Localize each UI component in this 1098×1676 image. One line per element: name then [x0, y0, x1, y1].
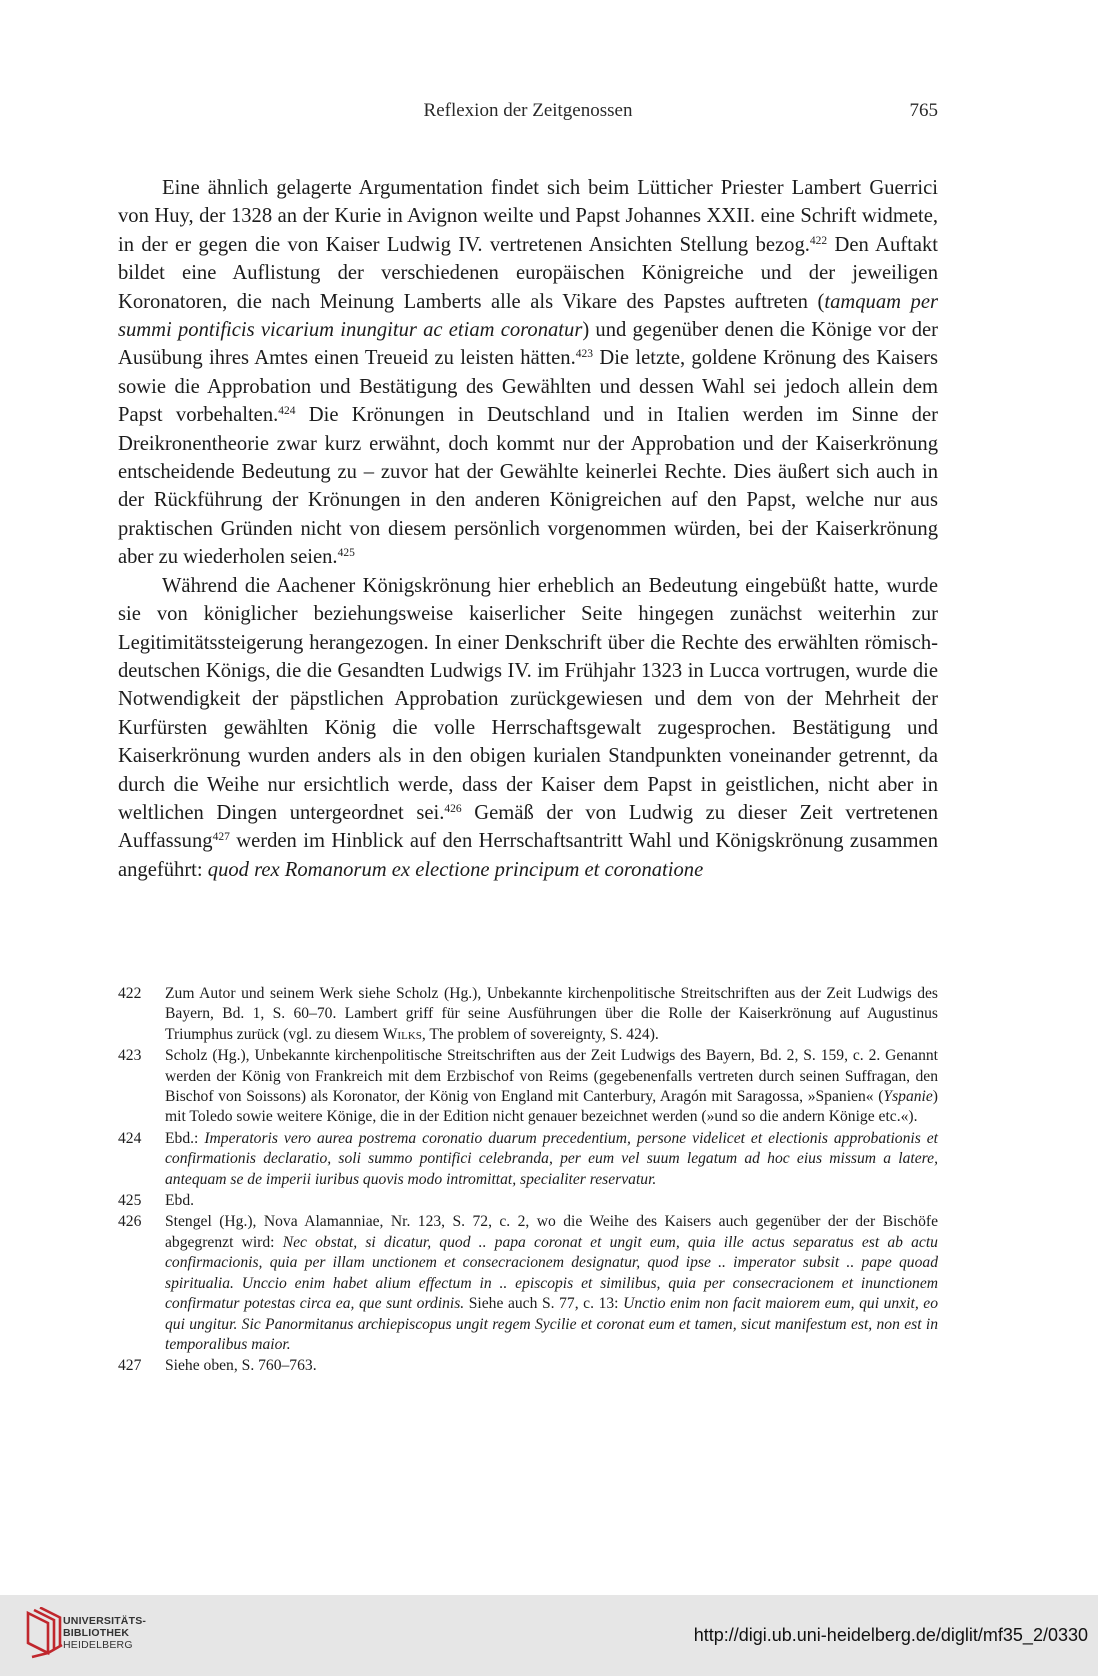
footnote-422 [118, 984, 938, 1045]
text-run: Den Auftakt bildet eine Auflistung der verschiedenen europäischen Königreiche und der jeweiligen Koronatoren, die nach Meinung Lamberts alle als Vikare des Papstes auftreten ( [118, 233, 938, 313]
footnote-ref-424[interactable]: 424 [278, 405, 296, 418]
footnote-text: Siehe oben, S. 760–763. [165, 1357, 317, 1375]
text-run: Die letzte, goldene Krönung des Kaisers sowie die Approbation und Bestätigung des Gewählten und dessen Wahl sei jedoch allein dem Papst vorbehalten. [118, 347, 938, 427]
footnote-427 [118, 1356, 938, 1376]
footnote-424 [118, 1129, 938, 1190]
library-name-line: UNIVERSITÄTS- [63, 1615, 147, 1627]
paragraph-2 [118, 572, 938, 884]
source-url-link[interactable]: http://digi.ub.uni-heidelberg.de/diglit/mf35_2/0330 [693, 1625, 1088, 1645]
footnote-text: Scholz (Hg.), Unbekannte kirchenpolitische Streitschriften aus der Zeit Ludwigs des Bayern, Bd. 2, S. 159, c. 2. Genannt werden der König von Frankreich mit dem Erzbischof von Reims (gegebenenfalls vertreten durch seinen Suffragan, den Bischof von Soissons) als Koronator, der König von England mit Canterbury, Aragón mit Saragossa, »Spanien« ( [165, 1047, 938, 1106]
text-run: Während die Aachener Königskrönung hier erheblich an Bedeutung eingebüßt hatte, wurde sie von königlicher beziehungsweise kaiserlicher Seite hingegen zunächst weiterhin zur Legitimitätssteigerung herangezogen. In einer Denkschrift über die Rechte des erwählten römisch-deutschen Königs, die die Gesandten Ludwigs IV. im Frühjahr 1323 in Lucca vortrugen, wurde die Notwendigkeit der päpstlichen Approbation zurückgewiesen und dem von der Mehrheit der Kurfürsten gewählten König die volle Herrschaftsgewalt zugesprochen. Bestätigung und Kaiserkrönung wurden anders als in den obigen kurialen Standpunkten voneinander getrennt, da durch die Weihe nur ersichtlich werde, dass der Kaiser dem Papst in geistlichen, nicht aber in weltlichen Dingen untergeordnet sei. [118, 574, 938, 824]
paragraph-1 [118, 174, 938, 572]
running-head-title: Reflexion der Zeitgenossen [423, 100, 633, 121]
latin-quote: quod rex Romanorum ex electione principum et coronatione [207, 858, 704, 881]
footnote-ref-427[interactable]: 427 [212, 831, 230, 844]
footnote-number: 427 [118, 1357, 142, 1375]
latin-quote: Nec obstat, si dicatur, quod .. papa coronat et ungit eum, quia ille actus separatus est ab actu confirmacionis, quia per illam unctionem et consecracionem designatur, quod ipse .. imperator subsit .. pape quoad spiritualia. Unccio enim habet alium effectum in .. episcopis et similibus, quia per consecracionem et inunctionem confirmatur potestas circa ea, que sunt ordinis. [165, 1233, 938, 1313]
library-name-line: BIBLIOTHEK [63, 1627, 130, 1639]
footnote-number: 423 [118, 1047, 142, 1065]
text-run: Eine ähnlich gelagerte Argumentation findet sich beim Lütticher Priester Lambert Guerrici von Huy, der 1328 an der Kurie in Avignon weilte und Papst Johannes XXII. eine Schrift widmete, in der er gegen die von Kaiser Ludwig IV. vertretenen Ansichten Stellung bezog. [118, 177, 938, 256]
page-number: 765 [909, 100, 938, 121]
footnote-number: 425 [118, 1192, 142, 1210]
footnote-ref-425[interactable]: 425 [337, 547, 355, 560]
footnote-number: 426 [118, 1213, 142, 1231]
footer-bar [0, 1595, 1098, 1676]
footnote-text: ) mit Toledo sowie weitere Könige, die in der Edition nicht genauer bezeichnet werden (»und so die andern Könige etc.«). [165, 1088, 938, 1126]
author-name-smallcaps: Wilks [382, 1025, 422, 1043]
footnotes [118, 984, 938, 1378]
footnote-ref-422[interactable]: 422 [809, 234, 828, 247]
footnote-number: 422 [118, 985, 142, 1002]
latin-quote: tamquam per summi pontificis vicarium inungitur ac etiam coronatur [118, 290, 938, 342]
library-logo-icon [22, 1607, 68, 1663]
footnote-text: Zum Autor und seinem Werk siehe Scholz (Hg.), Unbekannte kirchenpolitische Streitschriften aus der Zeit Ludwigs des Bayern, Bd. 1, S. 60–70. Lambert griff für seine Ausführungen über die Rolle der Kaiserkrönung auf Augustinus Triumphus zurück (vgl. zu diesem [165, 985, 938, 1043]
footnote-number: 424 [118, 1129, 142, 1147]
footnote-text: Ebd. [165, 1192, 195, 1210]
footnote-426 [118, 1212, 938, 1355]
text-run: ) und gegenüber denen die Könige vor der Ausübung ihres Amtes einen Treueid zu leisten hätten. [118, 319, 938, 370]
library-name-line: HEIDELBERG [63, 1639, 133, 1651]
latin-term: Yspanie [883, 1088, 933, 1106]
footnote-ref-423[interactable]: 423 [575, 348, 593, 361]
text-run: werden im Hinblick auf den Herrschaftsantritt Wahl und Königskrönung zusammen angeführt: [118, 830, 938, 881]
footnote-423 [118, 1046, 938, 1128]
library-name [63, 1615, 146, 1651]
text-run: Die Krönungen in Deutschland und in Italien werden im Sinne der Dreikronentheorie zwar kurz erwähnt, doch kommt nur der Approbation und der Kaiserkrönung entscheidende Bedeutung zu – zuvor hat der Gewählte keinerlei Rechte. Dies äußert sich auch in der Rückführung der Krönungen in den anderen Königreichen auf den Papst, welche nur aus praktischen Gründen nicht von diesem persönlich vorgenommen würden, bei der Kaiserkrönung aber zu wiederholen seien. [118, 404, 938, 569]
footnote-text: Stengel (Hg.), Nova Alamanniae, Nr. 123, S. 72, c. 2, wo die Weihe des Kaisers auch gegenüber der der Bischöfe abgegrenzt wird: [165, 1213, 938, 1251]
latin-quote: Imperatoris vero aurea postrema coronatio duarum precedentium, persone videlicet et electionis approbationis et confirmationis declaratio, soli summo pontifici celebranda, per eum vel suum legatum ad hoc eius missum a latere, antequam se de imperii iuribus quovis modo intromittat, specialiter reservatur. [165, 1129, 938, 1188]
footnote-ref-426[interactable]: 426 [444, 802, 462, 815]
footnote-425 [118, 1191, 938, 1211]
body-text [118, 174, 938, 884]
footnote-text: Siehe auch S. 77, c. 13: [464, 1295, 624, 1313]
text-run: Gemäß der von Ludwig zu dieser Zeit vertretenen Auffassung [118, 801, 938, 853]
footnote-text: , The problem of sovereignty, S. 424). [421, 1025, 659, 1043]
latin-quote: Unctio enim non facit maiorem eum, qui unxit, eo qui ungitur. Sic Panormitanus archiepiscopus ungit regem Sycilie et coronat eum et tamen, sicut manifestum est, non est in temporalibus maior. [165, 1295, 939, 1353]
footnote-text: Ebd.: [165, 1129, 205, 1147]
